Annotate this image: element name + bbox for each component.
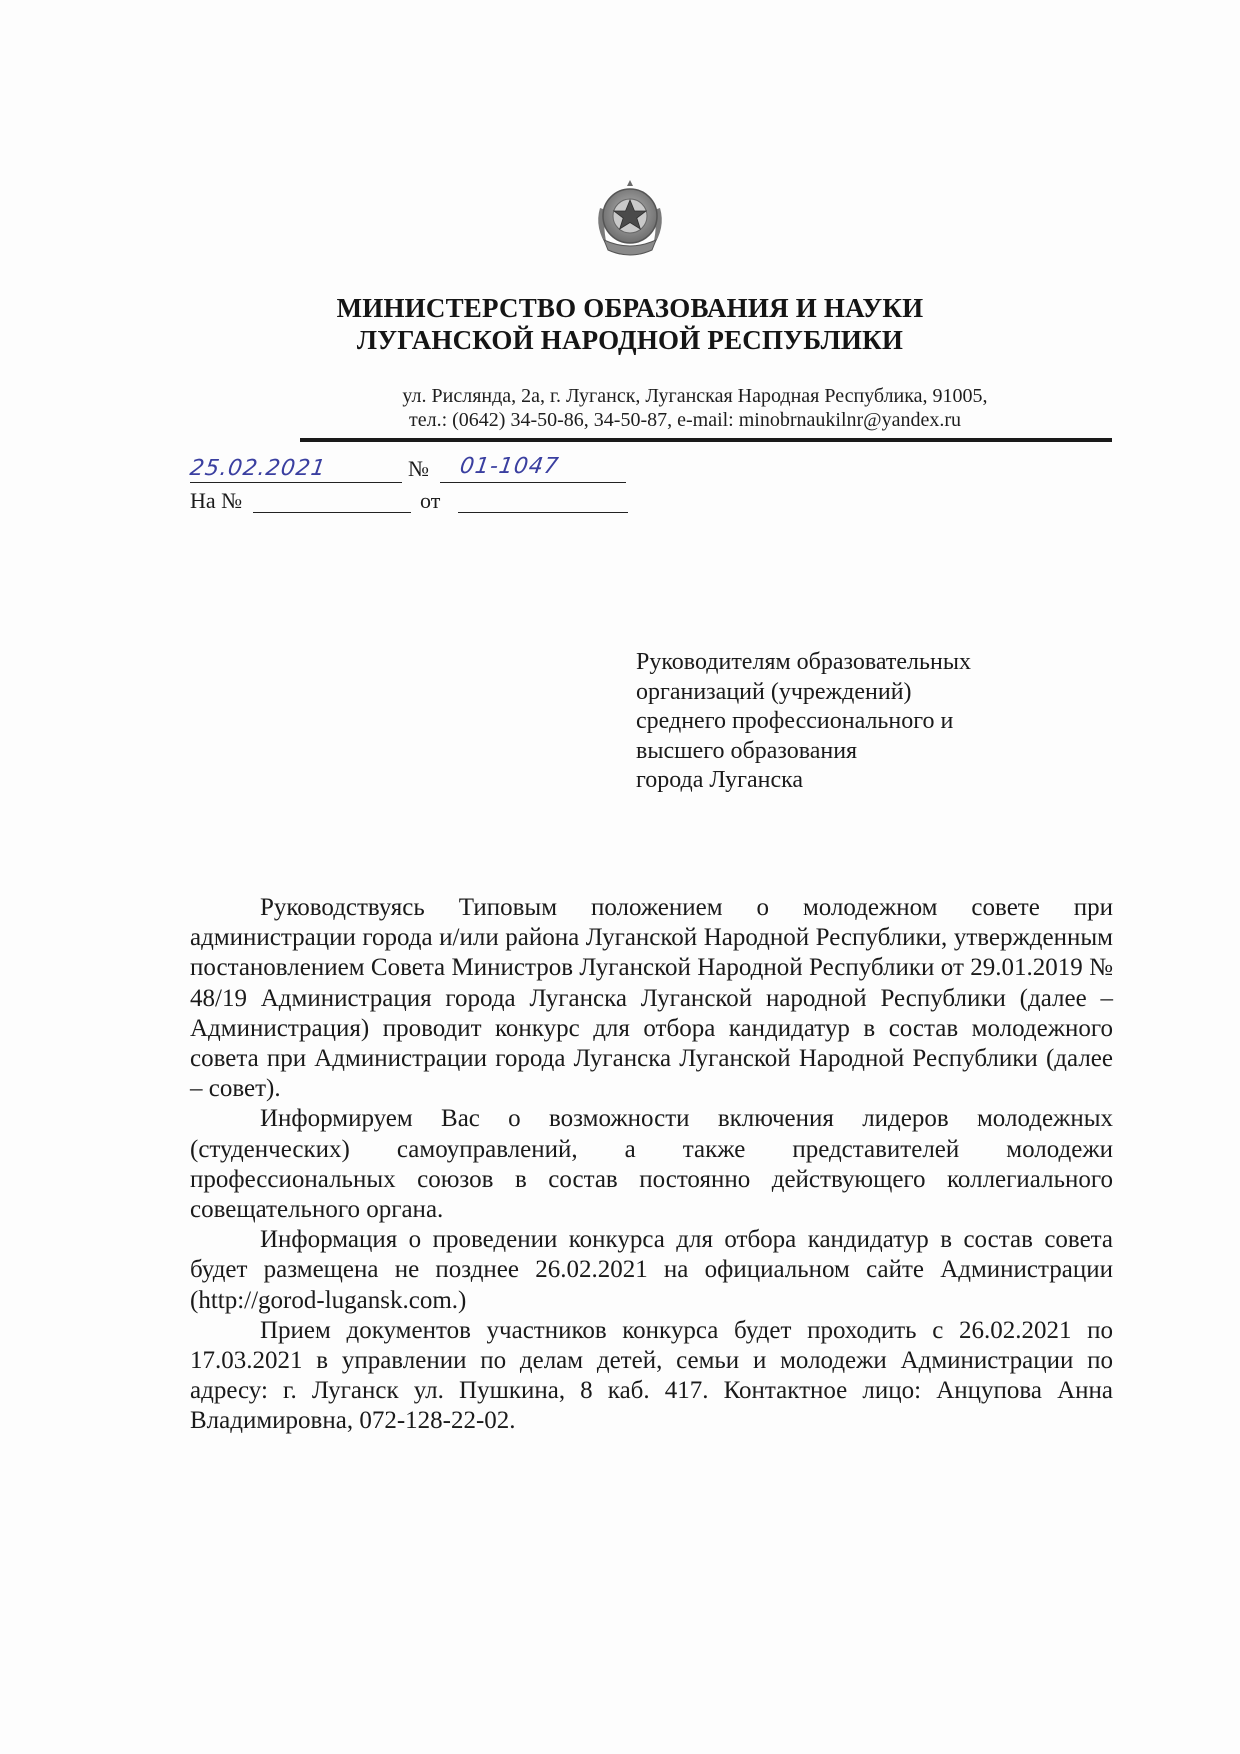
number-underline (440, 482, 626, 483)
reply-to-label: На № (190, 488, 243, 513)
body-paragraph: Руководствуясь Типовым положением о молодежном совете при администрации города и/или района Луганской Народной Республики, утвержденным постановлением Совета Министров Луганской Народной Республики от 29.01.2019 № 48/19 Администрация города Луганска Луганской народной Республики (далее – Администрация) проводит конкурс для отбора кандидатур в состав молодежного совета при Администрации города Луганска Луганской Народной Республики (далее – совет). (190, 894, 1113, 1103)
body-paragraph: Информируем Вас о возможности включения лидеров молодежных (студенческих) самоуправлений, а также представителей молодежи профессиональных союзов в состав постоянно действующего коллегиального совещательного органа. (190, 1105, 1113, 1224)
from-label: от (420, 488, 441, 513)
letterhead-divider (300, 438, 1112, 442)
body-paragraph: Информация о проведении конкурса для отбора кандидатур в состав совета будет размещена не позднее 26.02.2021 на официальном сайте Администрации (http://gorod-lugansk.com.) (190, 1226, 1113, 1314)
addressee-line: высшего образования (636, 737, 858, 764)
handwritten-date: 25.02.2021 (188, 456, 328, 481)
from-date-underline (458, 512, 628, 513)
addressee-line: среднего профессионального и (636, 708, 954, 734)
reply-number-underline (253, 512, 411, 513)
body-paragraph: Прием документов участников конкурса будет проходить с 26.02.2021 по 17.03.2021 в управлении по делам детей, семьи и молодежи Администрации по адресу: г. Луганск ул. Пушкина, 8 каб. 417. Контактное лицо: Анцупова Анна Владимировна, 072-128-22-02. (190, 1316, 1113, 1435)
coat-of-arms-icon (590, 178, 670, 260)
addressee-block (636, 648, 1056, 796)
addressee-line: города Луганска (636, 767, 804, 793)
address-line: ул. Рисляндa, 2а, г. Луганск, Луганская Народная Республика, 91005, (402, 385, 988, 407)
ministry-title-line1: МИНИСТЕРСТВО ОБРАЗОВАНИЯ И НАУКИ (336, 293, 924, 323)
date-underline (190, 482, 402, 483)
letter-body (190, 893, 1113, 1437)
contacts-line: тел.: (0642) 34-50-86, 34-50-87, e-mail: minobrnaukilnr@yandex.ru (408, 409, 961, 431)
ministry-title-line2: ЛУГАНСКОЙ НАРОДНОЙ РЕСПУБЛИКИ (356, 325, 904, 355)
handwritten-number: 01-1047 (458, 454, 561, 479)
ministry-address (300, 384, 1090, 432)
addressee-line: организаций (учреждений) (636, 678, 912, 705)
ministry-title (300, 292, 960, 356)
number-label: № (408, 456, 429, 481)
addressee-line: Руководителям образовательных (636, 649, 971, 675)
